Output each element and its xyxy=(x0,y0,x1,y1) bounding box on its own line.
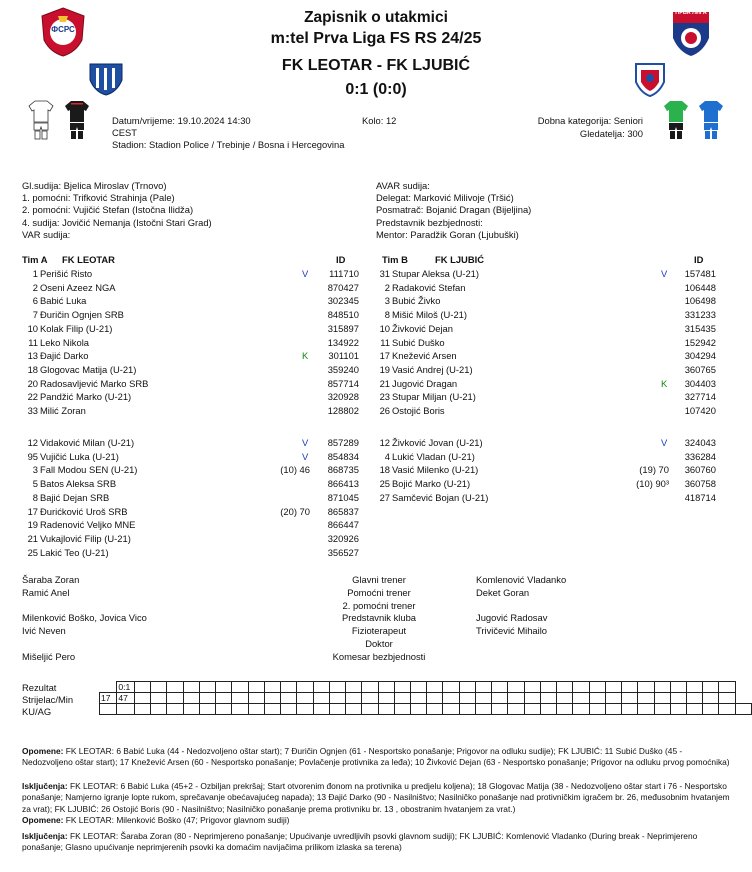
player-name: Đurićković Uroš SRB xyxy=(40,505,128,517)
player-name: Oseni Azeez NGA xyxy=(40,281,116,293)
official-left-line: Gl.sudija: Bjelica Miroslav (Trnovo) xyxy=(22,180,167,191)
player-id: 315435 xyxy=(684,322,716,334)
staff-away-name: Komlenović Vladanko xyxy=(476,574,567,585)
team-a-name: FK LEOTAR xyxy=(62,254,115,265)
player-id: 331233 xyxy=(684,309,716,321)
player-id: 854834 xyxy=(327,450,359,462)
player-row xyxy=(22,268,92,281)
player-name: Vujičić Luka (U-21) xyxy=(40,450,119,462)
player-number: 2 xyxy=(384,281,390,293)
staff-cautions-note xyxy=(22,815,734,826)
match-datetime: Datum/vrijeme: 19.10.2024 14:30 xyxy=(112,115,251,126)
player-name: Vidaković Milan (U-21) xyxy=(40,437,135,448)
player-row xyxy=(374,350,457,363)
player-id: 302345 xyxy=(327,295,359,307)
kit-home-gk-icon xyxy=(64,100,90,140)
player-row xyxy=(22,519,135,532)
player-row xyxy=(374,295,440,308)
player-row xyxy=(22,309,124,322)
substitution-info: (10) 46 xyxy=(280,464,310,476)
player-id: 301101 xyxy=(328,350,359,362)
kit-away-gk-icon xyxy=(663,100,689,140)
result-grid xyxy=(99,681,752,715)
player-id: 866413 xyxy=(327,478,359,490)
player-id: 360765 xyxy=(684,363,716,375)
player-row xyxy=(374,364,473,377)
player-row xyxy=(374,478,470,491)
player-row xyxy=(22,437,134,450)
player-number: 31 xyxy=(379,268,390,279)
staff-exclusions-label: Isključenja: xyxy=(22,831,68,841)
player-name: Perišić Risto xyxy=(40,268,93,279)
player-id: 128802 xyxy=(327,405,359,416)
match-round: Kolo: 12 xyxy=(362,115,397,126)
player-row xyxy=(374,309,467,322)
player-number: 2 xyxy=(32,281,38,293)
player-id: 152942 xyxy=(684,336,716,348)
result-label: Rezultat xyxy=(22,682,57,693)
staff-role: Glavni trener xyxy=(352,574,406,585)
player-name: Radaković Stefan xyxy=(392,281,466,293)
player-row xyxy=(374,391,476,404)
staff-home-name: Mišeljić Pero xyxy=(22,650,76,662)
player-number: 18 xyxy=(379,464,390,476)
player-id: 106448 xyxy=(684,281,716,293)
player-id: 157481 xyxy=(684,268,716,279)
player-id: 134922 xyxy=(327,336,359,348)
player-name: Jugović Dragan xyxy=(392,377,458,389)
player-row xyxy=(374,464,478,477)
staff-home-name: Milenković Boško, Jovica Vico xyxy=(22,612,147,624)
player-number: 6 xyxy=(32,295,38,307)
player-row xyxy=(22,451,119,464)
player-row xyxy=(22,547,109,560)
player-row xyxy=(22,391,131,404)
match-score: 0:1 (0:0) xyxy=(345,81,407,98)
player-id: 848510 xyxy=(327,309,359,321)
player-id: 868735 xyxy=(327,464,359,476)
player-name: Đajić Darko xyxy=(40,350,89,362)
ku-ag-label: KU/AG xyxy=(22,706,52,717)
player-name: Bubić Živko xyxy=(392,295,441,307)
player-row xyxy=(22,378,148,391)
player-id: 360758 xyxy=(684,478,716,490)
kit-home-white-icon xyxy=(28,100,54,140)
staff-role: Fizioterapeut xyxy=(351,625,407,637)
official-right-line: AVAR sudija: xyxy=(376,180,430,191)
player-number: 4 xyxy=(384,450,390,462)
goalkeeper-mark: V xyxy=(302,450,309,462)
goalkeeper-mark: V xyxy=(302,437,309,448)
staff-exclusions-note xyxy=(22,831,734,854)
player-row xyxy=(374,405,445,418)
official-right-line: Delegat: Marković Milivoje (Tršić) xyxy=(376,192,514,204)
player-name: Bojić Marko (U-21) xyxy=(392,478,471,490)
age-category: Dobna kategorija: Seniori xyxy=(537,115,643,126)
player-name: Bajić Dejan SRB xyxy=(40,491,110,503)
player-number: 25 xyxy=(27,546,38,558)
league-name: m:tel Prva Liga FS RS 24/25 xyxy=(270,30,482,47)
staff-cautions-label: Opomene: xyxy=(22,815,64,825)
cautions-text: FK LEOTAR: 6 Babić Luka (44 - Nedozvoljeno oštar start); 7 Đuričin Ognjen (61 - Nesportsko ponašanje; Prigovor na odluku sudije); FK LJUBIĆ: 11 Subić Duško (45 - Nedozvoljeno oštar start); 17 Knežević Arsen (60 - Nesportsko ponašanje; Povlačenje protivnika za leđa); 10 Živković Dejan (63 - Nesportsko ponašanje; Prigovor na odluku prvog pomoćnika) xyxy=(22,746,730,768)
player-id: 871045 xyxy=(327,491,359,503)
player-number: 11 xyxy=(28,336,38,348)
player-name: Mišić Miloš (U-21) xyxy=(392,309,467,321)
player-number: 27 xyxy=(379,491,390,503)
player-id: 857714 xyxy=(327,377,359,389)
result-score-cell: 0:1 xyxy=(117,682,135,693)
player-row xyxy=(22,533,131,546)
exclusions-text: FK LEOTAR: 6 Babić Luka (45+2 - Ozbiljan prekršaj; Start otvorenim đonom na protivnika u predjelu koljena); 18 Glogovac Matija (38 - Nedozvoljeno oštar start i 76 - Nesportsko ponašanje; Namjerno igranje lopte rukom, sprečavanje obećavajućeg napada); 13 Đajić Darko (90 - Nasilništvo; Nasilničko ponašanje nad protivničkim igračem br. 26, međusobnim hvatanjem za vrat); FK LJUBIĆ: 26 Ostojić Boris (90 - Nasilništvo; Nasilničko ponašanje prema protivniku br. 13 , obostranim hvatanjem za vrat.) xyxy=(22,781,730,814)
spectators: Gledatelja: 300 xyxy=(579,128,643,139)
player-name: Glogovac Matija (U-21) xyxy=(40,363,137,375)
staff-role: 2. pomoćni trener xyxy=(342,599,416,611)
player-number: 22 xyxy=(27,391,38,403)
scorer-label: Strijelac/Min xyxy=(22,694,74,705)
player-name: Kolak Filip (U-21) xyxy=(40,322,113,334)
staff-away-name: Deket Goran xyxy=(476,586,530,598)
staff-cautions-text: FK LEOTAR: Milenković Boško (47; Prigovor glavnom sudiji) xyxy=(65,815,290,825)
player-number: 25 xyxy=(379,478,390,490)
substitution-info: (19) 70 xyxy=(639,464,669,476)
player-row xyxy=(374,378,457,391)
player-row xyxy=(22,506,128,519)
player-name: Đuričin Ognjen SRB xyxy=(40,309,124,321)
player-id: 359240 xyxy=(327,363,359,375)
player-id: 418714 xyxy=(684,491,716,503)
exclusions-note xyxy=(22,781,734,815)
player-row xyxy=(22,323,112,336)
page-title: Zapisnik o utakmici xyxy=(304,9,448,26)
player-number: 3 xyxy=(32,464,38,476)
player-row xyxy=(22,295,86,308)
team-a-id-header: ID xyxy=(336,254,346,265)
player-row xyxy=(22,492,109,505)
player-id: 327714 xyxy=(684,391,716,403)
staff-away-name: Jugović Radosav xyxy=(476,612,548,624)
player-name: Leko Nikola xyxy=(40,336,89,348)
captain-mark: K xyxy=(661,377,668,389)
official-right-line: Posmatrač: Bojanić Dragan (Bijeljina) xyxy=(376,204,532,216)
player-name: Fall Modou SEN (U-21) xyxy=(40,464,138,476)
player-row xyxy=(22,478,116,491)
player-number: 12 xyxy=(379,437,390,448)
player-row xyxy=(374,282,465,295)
fsrs-logo-text: ФСРС xyxy=(51,25,75,34)
cautions-label: Opomene: xyxy=(22,746,64,756)
goalkeeper-mark: V xyxy=(302,268,309,279)
player-number: 11 xyxy=(380,336,390,348)
player-id: 111710 xyxy=(329,268,359,279)
player-number: 26 xyxy=(379,405,390,416)
player-number: 95 xyxy=(27,450,38,462)
staff-away-name: Trivičević Mihailo xyxy=(476,625,548,637)
player-id: 320926 xyxy=(327,532,359,544)
player-row xyxy=(374,337,445,350)
team-b-id-header: ID xyxy=(694,254,704,265)
player-number: 20 xyxy=(27,377,38,389)
player-row xyxy=(22,350,88,363)
substitution-info: (10) 90³ xyxy=(636,478,669,490)
player-number: 19 xyxy=(379,363,390,375)
player-row xyxy=(22,464,137,477)
player-name: Pandžić Marko (U-21) xyxy=(40,391,132,403)
player-number: 23 xyxy=(379,391,390,403)
player-id: 870427 xyxy=(327,281,359,293)
player-number: 3 xyxy=(384,295,390,307)
player-number: 1 xyxy=(32,268,38,279)
player-row xyxy=(374,451,475,464)
player-number: 10 xyxy=(27,322,38,334)
official-right-line: Mentor: Paradžik Goran (Ljubuški) xyxy=(376,228,519,240)
player-name: Ostojić Boris xyxy=(392,405,445,416)
staff-home-name: Ivić Neven xyxy=(22,625,66,637)
player-id: 356527 xyxy=(327,546,359,558)
player-id: 304403 xyxy=(684,377,716,389)
captain-mark: K xyxy=(302,350,309,362)
official-left-line: 4. sudija: Jovičić Nemanja (Istočni Stari Grad) xyxy=(22,216,212,228)
staff-role: Predstavnik kluba xyxy=(342,612,416,624)
player-id: 360760 xyxy=(684,464,716,476)
player-number: 8 xyxy=(384,309,390,321)
player-number: 17 xyxy=(379,350,390,362)
player-id: 304294 xyxy=(684,350,716,362)
official-left-line: 1. pomoćni: Trifković Strahinja (Pale) xyxy=(22,192,175,204)
staff-exclusions-text: FK LEOTAR: Šaraba Zoran (80 - Neprimjereno ponašanje; Upućivanje uvredljivih psovki glavnom sudiji); FK LJUBIĆ: Komlenović Vladanko (During break - Neprimjereno ponašanje; Glasno upućivanje neprimjerenih psovki ka domaćim navijačima prilikom izlaska sa terena) xyxy=(22,831,698,853)
staff-role: Pomoćni trener xyxy=(347,586,411,598)
scorer-minute-cell: 47 xyxy=(117,693,135,704)
official-left-line: VAR sudija: xyxy=(22,228,71,240)
staff-home-name: Ramić Anel xyxy=(22,586,70,598)
player-id: 315897 xyxy=(327,322,359,334)
player-name: Vukajlović Filip (U-21) xyxy=(40,532,131,544)
team-a-label: Tim A xyxy=(22,254,48,265)
staff-role: Doktor xyxy=(365,638,393,649)
cautions-note xyxy=(22,746,734,769)
player-number: 13 xyxy=(27,350,38,362)
player-name: Vasić Milenko (U-21) xyxy=(392,464,479,476)
official-right-line: Predstavnik bezbjednosti: xyxy=(376,216,483,228)
match-timezone: CEST xyxy=(112,127,138,138)
team-b-label: Tim B xyxy=(382,254,408,265)
player-name: Živković Jovan (U-21) xyxy=(392,437,483,448)
player-id: 865837 xyxy=(327,505,359,517)
player-number: 19 xyxy=(27,519,38,531)
player-name: Lakić Teo (U-21) xyxy=(40,546,109,558)
player-name: Radosavljević Marko SRB xyxy=(40,377,149,389)
player-name: Stupar Miljan (U-21) xyxy=(392,391,476,403)
scorer-number-cell: 17 xyxy=(100,693,117,704)
player-id: 336284 xyxy=(684,450,716,462)
player-number: 12 xyxy=(27,437,38,448)
player-id: 866447 xyxy=(327,519,359,531)
match-stadium: Stadion: Stadion Police / Trebinje / Bosna i Hercegovina xyxy=(112,139,345,150)
player-row xyxy=(374,268,479,281)
player-name: Živković Dejan xyxy=(392,322,453,334)
player-number: 21 xyxy=(379,377,390,389)
player-name: Babić Luka xyxy=(40,295,87,307)
official-left-line: 2. pomoćni: Vujičić Stefan (Istočna Ilidža) xyxy=(22,204,194,216)
player-row xyxy=(22,364,136,377)
player-name: Vasić Andrej (U-21) xyxy=(392,363,473,375)
player-number: 33 xyxy=(27,405,38,416)
player-row xyxy=(22,282,116,295)
player-number: 8 xyxy=(32,491,38,503)
player-row xyxy=(22,337,89,350)
player-number: 21 xyxy=(27,532,38,544)
player-number: 7 xyxy=(32,309,38,321)
player-name: Milić Zoran xyxy=(40,405,86,416)
player-id: 857289 xyxy=(327,437,359,448)
substitution-info: (20) 70 xyxy=(280,505,310,517)
player-id: 107420 xyxy=(684,405,716,416)
player-name: Lukić Vladan (U-21) xyxy=(392,450,475,462)
player-row xyxy=(374,492,488,505)
player-name: Stupar Aleksa (U-21) xyxy=(392,268,480,279)
player-number: 10 xyxy=(379,322,390,334)
player-name: Samčević Bojan (U-21) xyxy=(392,491,489,503)
match-teams: FK LEOTAR - FK LJUBIĆ xyxy=(281,57,471,74)
exclusions-label: Isključenja: xyxy=(22,781,68,791)
player-name: Radenović Veljko MNE xyxy=(40,519,136,531)
player-id: 320928 xyxy=(327,391,359,403)
goalkeeper-mark: V xyxy=(661,268,668,279)
player-name: Batos Aleksa SRB xyxy=(40,478,117,490)
player-number: 17 xyxy=(27,505,38,517)
player-row xyxy=(22,405,86,418)
player-row xyxy=(374,323,453,336)
player-number: 18 xyxy=(27,363,38,375)
player-number: 5 xyxy=(32,478,38,490)
player-name: Knežević Arsen xyxy=(392,350,457,362)
goalkeeper-mark: V xyxy=(661,437,668,448)
player-id: 324043 xyxy=(684,437,716,448)
staff-home-name: Šaraba Zoran xyxy=(22,574,80,585)
player-name: Subić Duško xyxy=(392,336,445,348)
player-id: 106498 xyxy=(684,295,716,307)
staff-role: Komesar bezbjednosti xyxy=(332,650,426,662)
prva-liga-logo-text: ПРВА ЛИГА xyxy=(675,10,707,16)
team-b-name: FK LJUBIĆ xyxy=(435,254,484,265)
player-row xyxy=(374,437,483,450)
kit-away-blue-icon xyxy=(698,100,724,140)
